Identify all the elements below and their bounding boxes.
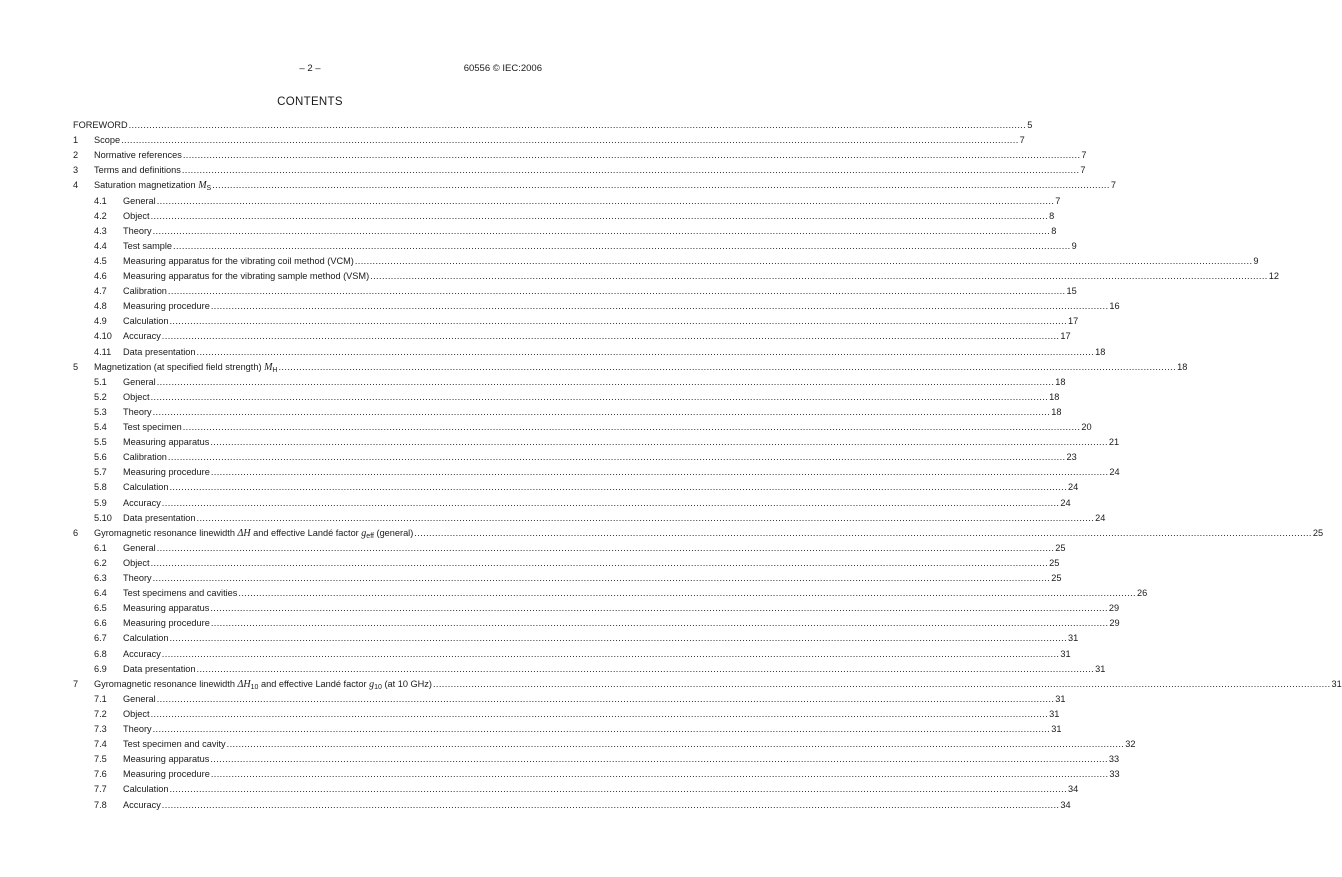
dot-leader bbox=[370, 271, 1268, 282]
toc-entry-page: 34 bbox=[1068, 784, 1079, 795]
dot-leader bbox=[168, 286, 1066, 297]
toc-entry-page: 33 bbox=[1109, 769, 1120, 780]
dot-leader bbox=[151, 558, 1049, 569]
toc-entry-title-text: Normative references bbox=[94, 150, 182, 161]
toc-entry[interactable] bbox=[73, 767, 1120, 780]
toc-entry-page: 17 bbox=[1060, 331, 1071, 342]
toc-entry-number: 4.1 bbox=[94, 195, 107, 206]
toc-entry-number: 3 bbox=[73, 165, 79, 176]
toc-entry-number: 4.2 bbox=[94, 210, 107, 221]
dot-leader bbox=[162, 498, 1060, 509]
toc-entry-page: 26 bbox=[1136, 588, 1148, 599]
toc-entry-number: 6.6 bbox=[94, 618, 107, 629]
toc-entry[interactable] bbox=[73, 148, 1087, 161]
dot-leader bbox=[278, 362, 1176, 373]
toc-entry[interactable] bbox=[73, 360, 1188, 374]
toc-entry-page: 7 bbox=[1081, 150, 1087, 161]
toc-entry[interactable] bbox=[73, 571, 1062, 584]
toc-entry-number: 6 bbox=[73, 527, 79, 538]
dot-leader bbox=[211, 769, 1109, 780]
toc-entry-number: 6.7 bbox=[94, 633, 107, 644]
toc-entry-title-text: Test specimens and cavities bbox=[123, 588, 238, 599]
toc-entry[interactable] bbox=[73, 465, 1120, 478]
toc-entry-number: 5.10 bbox=[94, 512, 112, 523]
toc-entry-title-text: Magnetization (at specified field strength) bbox=[94, 361, 262, 372]
toc-entry-title-text: Test sample bbox=[123, 240, 173, 251]
toc-entry[interactable] bbox=[73, 586, 1148, 599]
toc-entry-title bbox=[123, 498, 161, 509]
toc-entry-number: 4.4 bbox=[94, 240, 107, 251]
toc-entry-title bbox=[123, 452, 167, 463]
toc-entry-title bbox=[123, 437, 209, 448]
toc-entry-title-text: Theory bbox=[123, 225, 152, 236]
toc-entry-title-text: Data presentation bbox=[123, 663, 196, 674]
dot-leader bbox=[169, 633, 1067, 644]
toc-entry[interactable] bbox=[73, 269, 1279, 282]
toc-entry[interactable] bbox=[73, 526, 1324, 540]
toc-entry-title-text: (at 10 GHz) bbox=[384, 678, 432, 689]
toc-entry-number: 6.2 bbox=[94, 557, 107, 568]
toc-entry[interactable] bbox=[73, 254, 1259, 267]
toc-entry-number: 4.6 bbox=[94, 271, 107, 281]
toc-entry-symbol bbox=[238, 528, 251, 539]
toc-entry-title-text: Object bbox=[123, 557, 150, 568]
toc-entry[interactable] bbox=[73, 631, 1079, 644]
toc-entry-number: 6.3 bbox=[94, 573, 107, 583]
toc-entry[interactable] bbox=[73, 284, 1077, 297]
toc-entry-title-text: Gyromagnetic resonance linewidth bbox=[94, 527, 235, 538]
toc-entry-title bbox=[123, 513, 196, 524]
toc-entry[interactable] bbox=[73, 737, 1136, 750]
toc-entry-number: 5.7 bbox=[94, 467, 107, 478]
toc-entry-title-text: Measuring apparatus for the vibrating coil method (VCM) bbox=[123, 255, 354, 266]
toc-entry-title bbox=[123, 558, 150, 569]
toc-entry-number: 4.11 bbox=[94, 346, 112, 357]
toc-entry[interactable] bbox=[73, 133, 1025, 146]
dot-leader bbox=[169, 316, 1067, 327]
dot-leader bbox=[157, 543, 1055, 554]
toc-entry-title-text: Calculation bbox=[123, 633, 169, 644]
toc-entry-symbol-subscript: 10 bbox=[374, 683, 382, 691]
toc-entry-number: 7.8 bbox=[94, 799, 107, 810]
toc-entry-number: 5.8 bbox=[94, 482, 107, 493]
toc-entry[interactable] bbox=[73, 163, 1086, 176]
toc-entry-number: 4.9 bbox=[94, 316, 107, 327]
toc-entry-number: 6.8 bbox=[94, 648, 107, 659]
toc-entry-title bbox=[94, 679, 432, 690]
toc-entry[interactable] bbox=[73, 299, 1120, 312]
toc-entry-number: 6.9 bbox=[94, 663, 107, 674]
toc-entry[interactable] bbox=[73, 209, 1055, 222]
toc-entry-title bbox=[123, 603, 209, 614]
toc-entry-title-text: Theory bbox=[123, 406, 152, 417]
toc-entry-title bbox=[123, 256, 354, 267]
toc-entry-page: 23 bbox=[1066, 452, 1077, 463]
toc-entry-title bbox=[123, 392, 150, 403]
toc-entry-number: 5.6 bbox=[94, 452, 107, 463]
toc-entry-title-text: Gyromagnetic resonance linewidth bbox=[94, 678, 235, 689]
toc-entry[interactable] bbox=[73, 707, 1060, 720]
toc-entry-number: 5.2 bbox=[94, 391, 107, 402]
dot-leader bbox=[162, 649, 1060, 660]
toc-entry-title-text: Measuring apparatus bbox=[123, 603, 210, 614]
toc-entry-symbol-subscript: 10 bbox=[250, 683, 259, 691]
toc-entry-number: 7.4 bbox=[94, 739, 107, 750]
toc-entry-title-text: and effective Landé factor bbox=[260, 678, 367, 689]
toc-entry-page: 17 bbox=[1068, 316, 1079, 327]
dot-leader bbox=[151, 709, 1049, 720]
document-reference: 60556 © IEC:2006 bbox=[463, 63, 542, 74]
toc-entry-page: 8 bbox=[1051, 225, 1057, 236]
dot-leader bbox=[183, 150, 1081, 161]
page-number: – 2 – bbox=[299, 63, 321, 74]
toc-entry-title-text: Scope bbox=[94, 135, 121, 146]
toc-entry-symbol bbox=[198, 180, 206, 191]
toc-entry-title-text: Calculation bbox=[123, 316, 169, 327]
dot-leader bbox=[414, 528, 1312, 539]
toc-entry-title-text: Calculation bbox=[123, 482, 169, 493]
dot-leader bbox=[355, 256, 1253, 267]
toc-entry-title bbox=[123, 347, 196, 358]
toc-entry[interactable] bbox=[73, 782, 1079, 795]
toc-entry-title bbox=[123, 784, 168, 795]
toc-entry-symbol-symbol: g bbox=[369, 678, 375, 690]
toc-entry-title-text: Measuring procedure bbox=[123, 467, 210, 478]
toc-entry[interactable] bbox=[73, 662, 1106, 675]
toc-entry-title-text: Object bbox=[123, 210, 150, 221]
toc-entry-number: 7.7 bbox=[94, 784, 107, 795]
toc-entry-number: 5.3 bbox=[94, 406, 107, 417]
toc-entry-title-text: General bbox=[123, 693, 156, 704]
toc-entry-title bbox=[123, 739, 226, 750]
dot-leader bbox=[157, 196, 1055, 207]
toc-entry-number: 1 bbox=[73, 135, 79, 146]
toc-entry-page: 25 bbox=[1049, 557, 1060, 568]
toc-entry-title bbox=[123, 286, 167, 297]
dot-leader bbox=[157, 694, 1055, 705]
toc-entry-number: 5.4 bbox=[94, 422, 107, 432]
toc-entry-page: 31 bbox=[1331, 678, 1342, 689]
toc-entry-title bbox=[123, 241, 172, 252]
toc-entry[interactable] bbox=[73, 345, 1106, 358]
toc-entry-title-text: Terms and definitions bbox=[94, 165, 181, 176]
toc-entry-title-text: General bbox=[123, 376, 156, 387]
toc-entry-page: 8 bbox=[1049, 210, 1055, 221]
toc-entry-title bbox=[123, 196, 156, 207]
toc-entry-title-text: Object bbox=[123, 391, 150, 402]
toc-entry-title-text: (general) bbox=[376, 527, 414, 538]
toc-entry[interactable] bbox=[73, 450, 1077, 463]
toc-entry-page: 12 bbox=[1268, 271, 1279, 281]
toc-entry-number: 7.5 bbox=[94, 754, 107, 765]
toc-entry-page: 24 bbox=[1095, 512, 1106, 523]
toc-entry[interactable] bbox=[73, 314, 1079, 327]
toc-entry-number: 4.10 bbox=[94, 331, 112, 342]
toc-entry-page: 7 bbox=[1055, 195, 1061, 206]
dot-leader bbox=[238, 588, 1136, 599]
toc-entry-page: 24 bbox=[1060, 497, 1071, 508]
toc-entry[interactable] bbox=[73, 722, 1062, 735]
dot-leader bbox=[211, 301, 1109, 312]
toc-entry-title bbox=[123, 618, 210, 629]
toc-entry[interactable] bbox=[73, 239, 1077, 252]
toc-entry-number: 7.1 bbox=[94, 693, 107, 704]
toc-entry-title-text: Calibration bbox=[123, 452, 167, 463]
dot-leader bbox=[211, 618, 1109, 629]
toc-entry-symbol-symbol: g bbox=[361, 527, 367, 539]
toc-entry-title bbox=[94, 362, 277, 373]
toc-entry-title bbox=[123, 226, 152, 237]
dot-leader bbox=[162, 800, 1060, 811]
toc-entry[interactable] bbox=[73, 556, 1060, 569]
toc-entry-page: 5 bbox=[1027, 120, 1033, 130]
toc-entry-page: 24 bbox=[1109, 467, 1120, 478]
toc-entry-title bbox=[123, 588, 237, 599]
dot-leader bbox=[169, 784, 1067, 795]
toc-entry-page: 29 bbox=[1109, 618, 1120, 629]
toc-entry-page: 29 bbox=[1108, 603, 1120, 614]
toc-entry-title bbox=[123, 754, 209, 765]
toc-entry-title bbox=[123, 709, 150, 720]
toc-entry-title-text: Measuring procedure bbox=[123, 618, 210, 629]
toc-entry-page: 7 bbox=[1080, 165, 1086, 176]
toc-entry-page: 21 bbox=[1108, 437, 1120, 448]
toc-entry-number: 5.5 bbox=[94, 437, 107, 448]
toc-entry-number: 7.6 bbox=[94, 769, 107, 780]
toc-entry-title-text: Accuracy bbox=[123, 648, 161, 659]
dot-leader bbox=[210, 603, 1108, 614]
toc-entry-page: 18 bbox=[1049, 391, 1060, 402]
contents-title: CONTENTS bbox=[277, 96, 343, 108]
toc-entry-number: 4.7 bbox=[94, 286, 107, 297]
toc-entry[interactable] bbox=[73, 480, 1079, 493]
toc-entry-title bbox=[94, 180, 211, 191]
dot-leader bbox=[153, 724, 1051, 735]
toc-entry-number: 5.1 bbox=[94, 376, 107, 387]
toc-entry-number: 7 bbox=[73, 678, 79, 689]
toc-entry-number: 7.2 bbox=[94, 708, 107, 719]
dot-leader bbox=[153, 573, 1051, 584]
toc-entry-page: 33 bbox=[1108, 754, 1120, 765]
toc-entry[interactable] bbox=[73, 616, 1120, 629]
toc-entry-number: 2 bbox=[73, 150, 79, 161]
toc-entry-title-text: Test specimen bbox=[123, 422, 182, 432]
toc-entry-title-text: FOREWORD bbox=[73, 120, 128, 130]
toc-entry-symbol-subscript: eff bbox=[366, 532, 374, 540]
dot-leader bbox=[197, 347, 1095, 358]
toc-entry-title bbox=[123, 377, 156, 388]
toc-entry-title bbox=[123, 543, 156, 554]
toc-entry-page: 20 bbox=[1081, 422, 1092, 432]
dot-leader bbox=[151, 392, 1049, 403]
toc-entry-symbol-symbol: ΔH bbox=[237, 678, 251, 690]
toc-entry-page: 25 bbox=[1051, 573, 1062, 583]
toc-entry[interactable] bbox=[73, 420, 1092, 433]
toc-entry-number: 4 bbox=[73, 180, 79, 191]
toc-entry-number: 5 bbox=[73, 361, 79, 372]
toc-entry-title-text: General bbox=[123, 195, 156, 206]
toc-entry-symbol-subscript: H bbox=[272, 366, 278, 374]
toc-entry-page: 31 bbox=[1068, 633, 1079, 644]
dot-leader bbox=[227, 739, 1125, 750]
toc-entry-page: 18 bbox=[1177, 361, 1188, 372]
toc-entry-page: 25 bbox=[1055, 542, 1066, 553]
toc-entry[interactable] bbox=[73, 178, 1116, 193]
toc-entry-symbol-subscript: S bbox=[206, 185, 212, 193]
toc-entry[interactable] bbox=[73, 647, 1071, 660]
toc-entry-page: 9 bbox=[1071, 240, 1077, 251]
toc-entry[interactable] bbox=[73, 405, 1062, 418]
toc-entry-page: 31 bbox=[1060, 648, 1071, 659]
toc-entry-title-text: Data presentation bbox=[123, 346, 196, 357]
toc-entry-title bbox=[123, 724, 152, 735]
toc-entry-title-text: General bbox=[123, 542, 156, 553]
dot-leader bbox=[173, 241, 1071, 252]
dot-leader bbox=[151, 211, 1049, 222]
dot-leader bbox=[129, 120, 1027, 131]
dot-leader bbox=[197, 513, 1095, 524]
toc-entry-title-text: Accuracy bbox=[123, 331, 161, 342]
toc-entry-title-text: Measuring apparatus bbox=[123, 437, 210, 448]
toc-entry-page: 25 bbox=[1312, 527, 1324, 538]
toc-entry-number: 6.5 bbox=[94, 603, 107, 614]
toc-entry-page: 31 bbox=[1095, 663, 1106, 674]
toc-entry-number: 7.3 bbox=[94, 724, 107, 734]
toc-entry[interactable] bbox=[73, 435, 1120, 448]
toc-entry-title-text: Data presentation bbox=[123, 512, 196, 523]
dot-leader bbox=[433, 679, 1331, 690]
toc-entry-page: 15 bbox=[1066, 286, 1077, 297]
toc-entry-symbol bbox=[238, 679, 251, 690]
toc-entry-title-text: Test specimen and cavity bbox=[123, 739, 226, 750]
dot-leader bbox=[211, 467, 1109, 478]
toc-entry-title-text: Measuring apparatus bbox=[123, 754, 210, 765]
dot-leader bbox=[162, 331, 1060, 342]
toc-entry-page: 7 bbox=[1110, 180, 1116, 191]
toc-entry-title bbox=[123, 301, 210, 312]
toc-entry-title-text: Saturation magnetization bbox=[94, 180, 196, 191]
toc-entry-page: 24 bbox=[1068, 482, 1079, 493]
dot-leader bbox=[157, 377, 1055, 388]
toc-entry-symbol-symbol: M bbox=[264, 361, 273, 373]
toc-entry[interactable] bbox=[73, 390, 1060, 403]
toc-entry-page: 31 bbox=[1055, 693, 1066, 704]
toc-entry-title-text: Measuring apparatus for the vibrating sample method (VSM) bbox=[123, 271, 370, 281]
toc-entry-page: 18 bbox=[1051, 406, 1062, 417]
toc-entry-title bbox=[123, 664, 196, 675]
dot-leader bbox=[212, 180, 1110, 191]
toc-entry-title bbox=[123, 573, 152, 584]
dot-leader bbox=[183, 422, 1081, 433]
toc-entry[interactable] bbox=[73, 329, 1071, 342]
toc-entry-page: 31 bbox=[1051, 724, 1062, 734]
toc-entry[interactable] bbox=[73, 541, 1066, 554]
toc-entry-number: 4.3 bbox=[94, 225, 107, 236]
toc-entry-title bbox=[123, 694, 156, 705]
dot-leader bbox=[153, 226, 1051, 237]
toc-entry[interactable] bbox=[73, 511, 1106, 524]
toc-entry-number: 4.5 bbox=[94, 255, 107, 266]
dot-leader bbox=[210, 754, 1108, 765]
toc-entry[interactable] bbox=[73, 375, 1066, 388]
toc-entry-title bbox=[94, 165, 181, 176]
dot-leader bbox=[182, 165, 1080, 176]
toc-entry[interactable] bbox=[73, 224, 1057, 237]
toc-entry-title bbox=[123, 407, 152, 418]
toc-entry-page: 16 bbox=[1109, 301, 1120, 312]
toc-entry[interactable] bbox=[73, 601, 1120, 614]
toc-entry-page: 18 bbox=[1055, 376, 1066, 387]
toc-entry-title bbox=[123, 316, 168, 327]
toc-entry-title bbox=[94, 135, 120, 146]
toc-entry[interactable] bbox=[73, 752, 1120, 765]
toc-entry-title-text: Accuracy bbox=[123, 497, 161, 508]
toc-entry-title bbox=[123, 331, 161, 342]
toc-entry-title-text: Accuracy bbox=[123, 799, 161, 810]
toc-entry-symbol-symbol: ΔH bbox=[237, 527, 251, 539]
toc-entry-title-text: Object bbox=[123, 708, 150, 719]
toc-entry-title bbox=[123, 211, 150, 222]
toc-entry[interactable] bbox=[73, 798, 1071, 811]
toc-entry-title-text: Measuring procedure bbox=[123, 301, 210, 312]
toc-entry-title bbox=[123, 633, 168, 644]
toc-entry-page: 34 bbox=[1060, 799, 1071, 810]
toc-entry-title-text: Theory bbox=[123, 573, 152, 583]
toc-entry-title bbox=[123, 800, 161, 811]
toc-entry-number: 4.8 bbox=[94, 301, 107, 312]
dot-leader bbox=[121, 135, 1019, 146]
toc-entry-title bbox=[123, 769, 210, 780]
toc-entry-title bbox=[94, 150, 182, 161]
toc-entry[interactable] bbox=[73, 692, 1066, 705]
toc-entry-title bbox=[123, 271, 369, 282]
toc-entry-number: 5.9 bbox=[94, 497, 107, 508]
toc-entry-number: 6.1 bbox=[94, 542, 107, 553]
toc-entry[interactable] bbox=[73, 677, 1342, 691]
dot-leader bbox=[210, 437, 1108, 448]
toc-entry-symbol-symbol: M bbox=[198, 180, 207, 192]
dot-leader bbox=[169, 482, 1067, 493]
toc-entry-title-text: Calculation bbox=[123, 784, 169, 795]
toc-entry-page: 7 bbox=[1019, 135, 1025, 146]
toc-entry-page: 31 bbox=[1049, 708, 1060, 719]
toc-entry[interactable] bbox=[73, 496, 1071, 509]
dot-leader bbox=[168, 452, 1066, 463]
toc-entry[interactable] bbox=[73, 194, 1061, 207]
toc-entry-title-text: Measuring procedure bbox=[123, 769, 210, 780]
toc-entry-title bbox=[123, 422, 182, 433]
toc-entry-title-text: and effective Landé factor bbox=[253, 527, 359, 538]
toc-entry[interactable] bbox=[73, 118, 1033, 131]
toc-entry-page: 9 bbox=[1253, 255, 1259, 266]
toc-entry-title-text: Theory bbox=[123, 724, 152, 734]
toc-entry-title bbox=[123, 467, 210, 478]
toc-entry-page: 32 bbox=[1125, 739, 1136, 750]
toc-entry-title bbox=[94, 528, 413, 539]
toc-entry-title bbox=[123, 482, 168, 493]
dot-leader bbox=[197, 664, 1095, 675]
toc-entry-title-text: Calibration bbox=[123, 286, 167, 297]
toc-entry-title bbox=[73, 120, 128, 131]
dot-leader bbox=[153, 407, 1051, 418]
toc-entry-number: 6.4 bbox=[94, 588, 107, 599]
toc-entry-page: 18 bbox=[1095, 346, 1106, 357]
toc-entry-title bbox=[123, 649, 161, 660]
